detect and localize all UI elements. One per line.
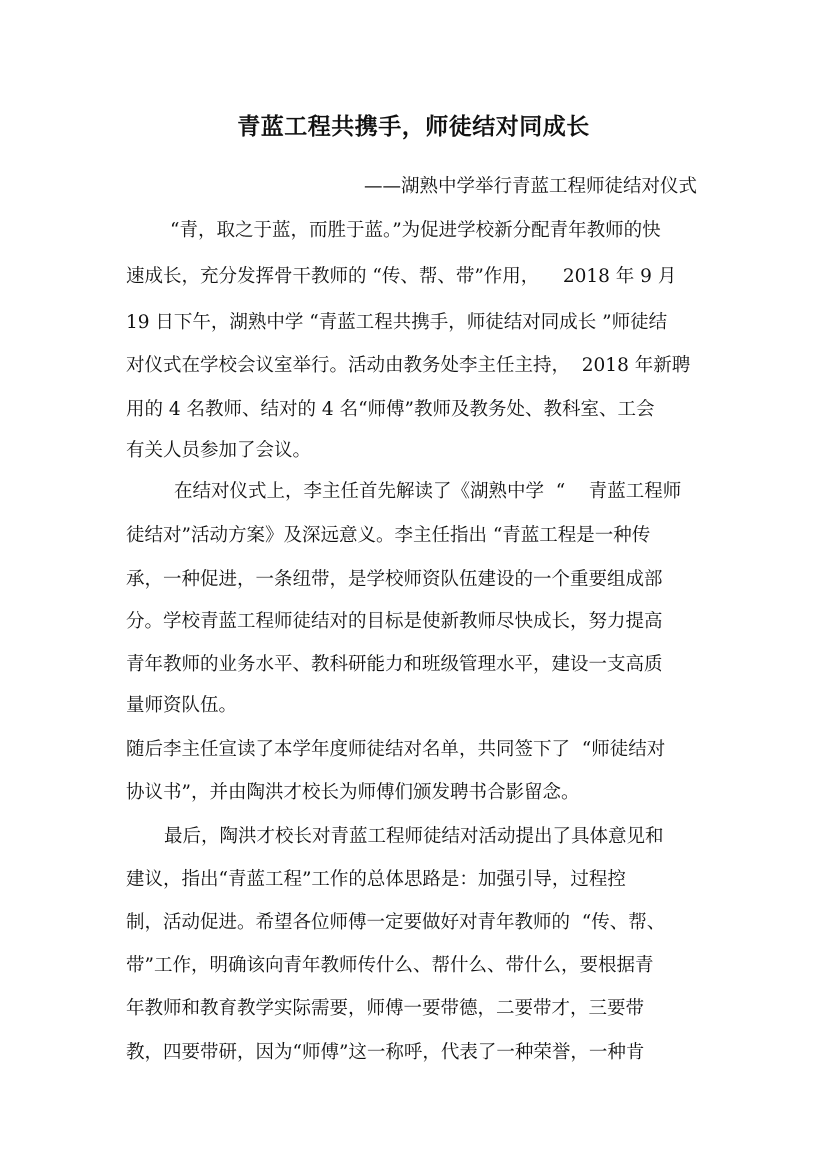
paragraph-line: 年教师和教育教学实际需要，师傅一要带德，二要带才，三要带 [126,998,645,1019]
paragraph-line: 制，活动促进。希望各位师傅一定要做好对青年教师的 “传、帮、 [126,912,666,933]
paragraph-line: 徒结对”活动方案》及深远意义。李主任指出 “青蓝工程是一种传 [126,525,651,546]
paragraph-line: 承，一种促进，一条纽带，是学校师资队伍建设的一个重要组成部 [126,569,663,590]
paragraph-line: 量师资队伍。 [126,695,238,716]
paragraph-line: 带”工作，明确该向青年教师传什么、帮什么、带什么，要根据青 [126,955,654,976]
paragraph-line: 最后，陶洪才校长对青蓝工程师徒结对活动提出了具体意见和 [164,826,664,847]
paragraph-line: “青，取之于蓝，而胜于蓝。”为促进学校新分配青年教师的快 [170,220,661,241]
paragraph-line: 19 日下午，湖熟中学 “青蓝工程共携手，师徒结对同成长 ”师徒结 [126,312,668,333]
paragraph-line: 对仪式在学校会议室举行。活动由教务处李主任主持， 2018 年新聘 [126,355,691,376]
paragraph-line: 协议书”，并由陶洪才校长为师傅们颁发聘书合影留念。 [126,782,580,803]
document-subtitle: ——湖熟中学举行青蓝工程师徒结对仪式 [363,176,697,197]
paragraph-line: 教，四要带研，因为“师傅”这一称呼，代表了一种荣誉，一种肯 [126,1042,645,1063]
paragraph-line: 建议，指出“青蓝工程”工作的总体思路是：加强引导，过程控 [126,869,626,890]
paragraph-line: 随后李主任宣读了本学年度师徒结对名单，共同签下了 “师徒结对 [126,739,666,760]
paragraph-line: 青年教师的业务水平、教科研能力和班级管理水平，建设一支高质 [126,654,663,675]
paragraph-line: 有关人员参加了会议。 [126,440,312,461]
paragraph-line: 在结对仪式上，李主任首先解读了《湖熟中学 “ 青蓝工程师 [174,481,682,502]
paragraph-line: 速成长，充分发挥骨干教师的 “传、帮、带”作用， 2018 年 9 月 [126,266,677,287]
paragraph-line: 分。学校青蓝工程师徒结对的目标是使新教师尽快成长，努力提高 [126,611,663,632]
paragraph-line: 用的 4 名教师、结对的 4 名“师傅”教师及教务处、教科室、工会 [126,399,655,420]
document-title: 青蓝工程共携手，师徒结对同成长 [237,113,590,140]
